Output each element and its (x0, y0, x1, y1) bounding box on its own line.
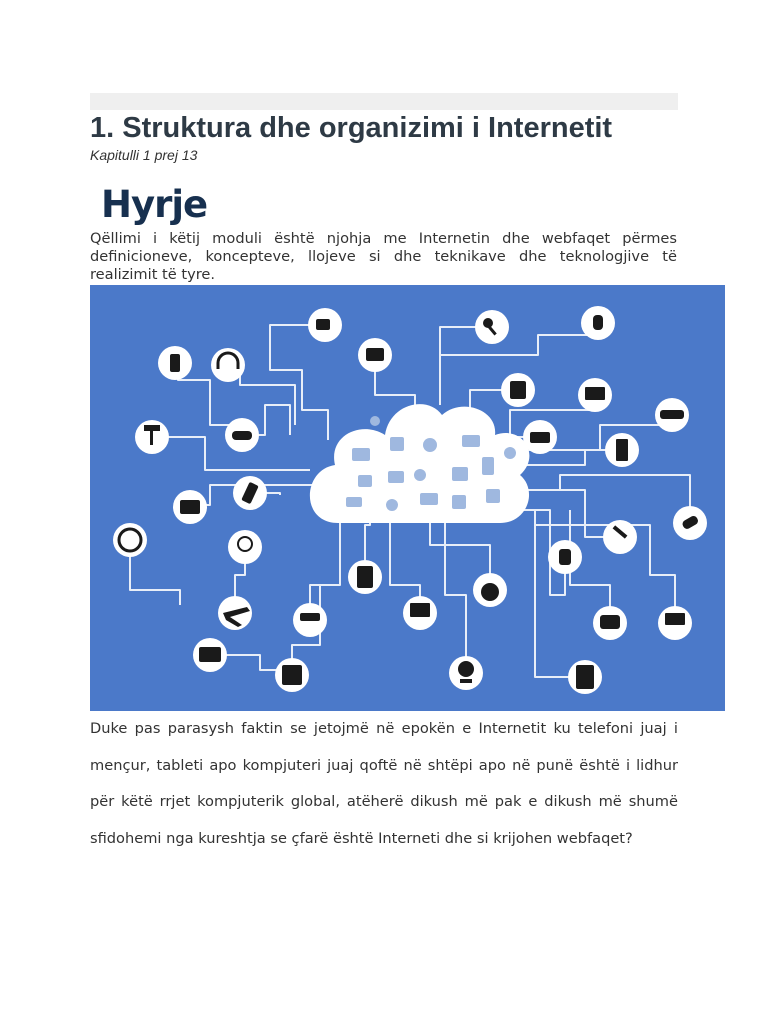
section-heading: Hyrje (101, 183, 208, 226)
printer-icon (366, 348, 384, 361)
scale-icon (481, 583, 499, 601)
fridge-icon (616, 439, 628, 461)
boombox-icon (530, 432, 550, 443)
video-camera-icon (316, 319, 330, 330)
cloud-icon (310, 404, 530, 523)
drill-icon (300, 613, 320, 621)
webcam-icon (458, 661, 474, 677)
page-title: 1. Struktura dhe organizimi i Internetit (90, 112, 613, 144)
top-bar (90, 93, 678, 110)
vacuum-icon (593, 315, 603, 330)
microphone-icon (483, 318, 493, 328)
camera-icon (180, 500, 200, 514)
desktop-computer-icon (410, 603, 430, 617)
monitor-icon (585, 387, 605, 400)
car-icon (660, 410, 684, 419)
telephone-icon (600, 615, 620, 629)
body-paragraph: Duke pas parasysh faktin se jetojmë në epokën e Internetit ku telefoni juaj i mençur, tableti apo kompjuteri juaj qoftë në shtëpi apo në punë është i lidhur për këtë rrjet kompjuterik global, atëherë dikush më pak e dikush më shumë sfidohemi nga kureshtja se çfarë është Interneti dhe si krijohen webfaqet? (90, 720, 678, 847)
tablet-icon (576, 665, 594, 689)
iot-network-illustration (90, 285, 725, 711)
chapter-indicator: Kapitulli 1 prej 13 (90, 147, 198, 163)
smartwatch-icon (559, 549, 571, 565)
radiator-fan-icon (282, 665, 302, 685)
gamepad-icon (232, 431, 252, 440)
intro-paragraph: Qëllimi i këtij moduli është njohja me Internetin dhe webfaqet përmes definicioneve, koncepteve, llojeve si dhe teknikave dhe teknologjive të realizimit të tyre. (90, 230, 677, 283)
washing-machine-icon (510, 381, 526, 399)
laptop-icon (665, 613, 685, 625)
lamp-icon (144, 425, 160, 431)
tv-icon (199, 647, 221, 662)
speaker-icon (357, 566, 373, 588)
blender-icon (170, 354, 180, 372)
